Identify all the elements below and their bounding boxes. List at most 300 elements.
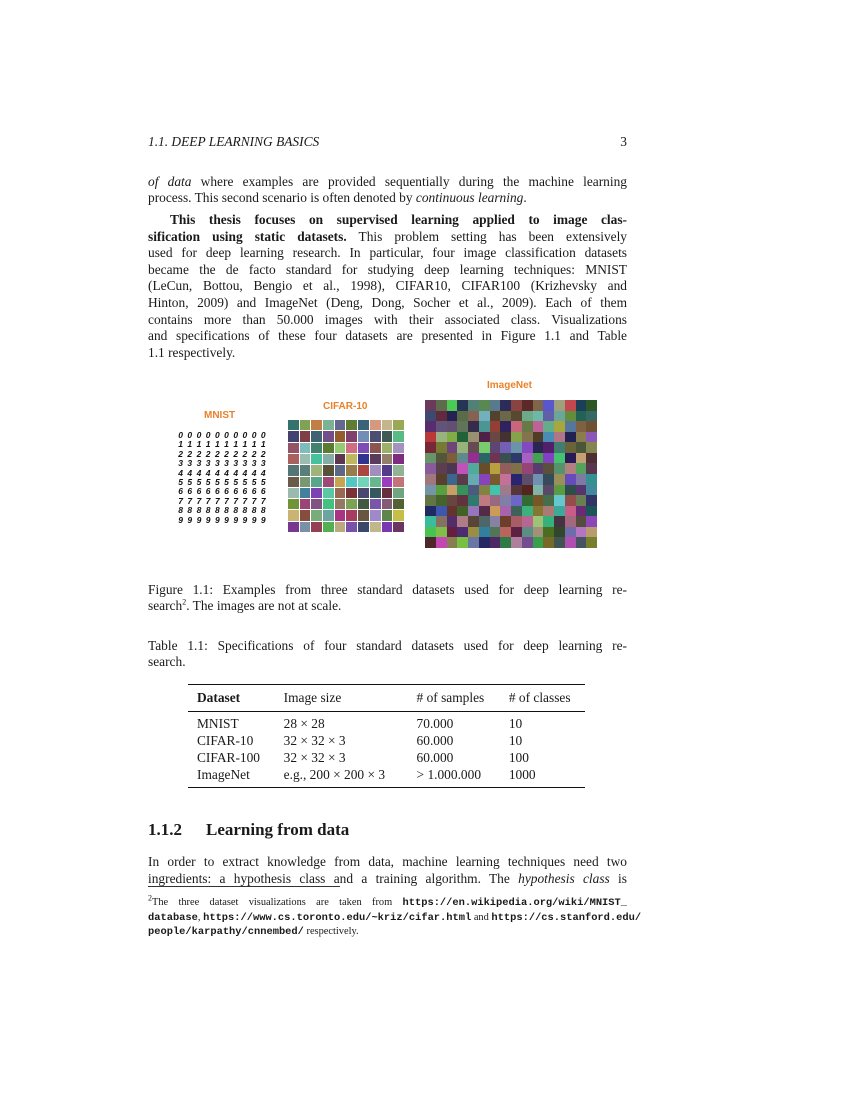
digit-sample: 7 [196,495,202,506]
digit-sample: 3 [224,458,229,469]
imagenet-sample [457,400,468,411]
imagenet-sample [425,495,436,506]
cifar-sample [335,510,346,520]
cifar-sample [323,420,334,430]
cifar-sample [358,454,369,464]
cifar-sample [393,477,404,487]
imagenet-sample [500,463,511,474]
imagenet-sample [554,474,565,485]
cifar-sample [370,477,381,487]
cifar-sample [358,510,369,520]
url-link[interactable]: database [148,911,198,924]
imagenet-sample [479,442,490,453]
cifar-sample [393,488,404,498]
digit-sample: 6 [242,486,248,497]
text-run: continuous learning [415,190,524,205]
cifar-sample [288,454,299,464]
cifar-sample [335,443,346,453]
table-cell: 60.000 [416,750,454,765]
imagenet-sample [522,421,533,432]
imagenet-sample [522,516,533,527]
cifar-sample [370,510,381,520]
imagenet-sample [543,463,554,474]
imagenet-sample [543,516,554,527]
imagenet-sample [479,400,490,411]
cifar-sample [382,443,393,453]
imagenet-sample [468,432,479,443]
col-header: # of classes [500,685,585,712]
imagenet-sample [511,421,522,432]
digit-sample: 4 [224,467,229,478]
digit-sample: 6 [251,486,257,497]
digit-sample: 1 [178,439,183,450]
cifar-sample [358,420,369,430]
digit-sample: 1 [251,439,257,450]
text-run: This thesis focuses on supervised learning applied to image clas- [170,212,627,227]
text-run: search [148,598,183,614]
cifar-sample [382,477,393,487]
imagenet-sample [533,442,544,453]
cifar-sample [393,522,404,532]
cifar-image-grid [288,420,404,532]
imagenet-sample [543,485,554,496]
digit-sample: 0 [251,430,257,440]
table-row [188,712,585,733]
cifar-sample [300,488,311,498]
text-run: Hinton, 2009) and ImageNet (Deng, Dong, Socher et al., 2009). Each of them [148,295,627,310]
digit-sample: 0 [260,430,266,440]
imagenet-sample [533,474,544,485]
cifar-sample [288,499,299,509]
imagenet-sample [425,421,436,432]
text-run: sification using static datasets. [148,228,347,244]
cifar-sample [335,420,346,430]
cifar-sample [323,454,334,464]
imagenet-sample [554,485,565,496]
imagenet-sample [479,485,490,496]
cifar-sample [370,499,381,509]
imagenet-sample [511,495,522,506]
digit-sample: 3 [233,458,239,469]
text-run: 2 [148,893,152,903]
imagenet-image-grid [425,400,597,548]
imagenet-sample [533,485,544,496]
imagenet-sample [468,516,479,527]
digit-sample: 1 [196,439,202,450]
imagenet-sample [586,537,597,548]
imagenet-sample [479,474,490,485]
imagenet-sample [533,516,544,527]
digit-sample: 8 [233,505,239,516]
page-number: 3 [620,134,627,149]
imagenet-sample [500,516,511,527]
url-link[interactable]: https://en.wikipedia.org/wiki/MNIST_ [402,897,627,909]
cifar-sample [311,454,322,464]
dataset-spec-table [188,684,585,788]
imagenet-sample [468,442,479,453]
imagenet-sample [457,516,468,527]
imagenet-sample [457,463,468,474]
imagenet-sample [436,400,447,411]
digit-sample: 0 [187,430,193,440]
text-run: used for deep learning research. In particular, four image classification datasets [148,245,627,261]
imagenet-sample [565,485,576,496]
paragraph-line [148,229,627,245]
imagenet-sample [586,527,597,538]
imagenet-sample [436,421,447,432]
cifar-sample [300,431,311,441]
imagenet-sample [576,516,587,527]
imagenet-sample [586,474,597,485]
digit-sample: 1 [260,439,266,450]
section-title: Learning from data [206,820,350,839]
text-run: . The images are not at scale. [186,598,342,614]
cifar-sample [370,454,381,464]
cifar-sample [358,443,369,453]
imagenet-sample [457,495,468,506]
cifar-sample [300,454,311,464]
cifar-sample [311,477,322,487]
cifar-sample [323,499,334,509]
digit-sample: 2 [205,448,211,459]
imagenet-sample [522,537,533,548]
imagenet-sample [468,411,479,422]
cifar-sample [358,522,369,532]
digit-sample: 8 [251,505,257,516]
imagenet-sample [436,442,447,453]
imagenet-sample [490,485,501,496]
text-run: respectively. [303,926,359,937]
imagenet-sample [586,495,597,506]
digit-sample: 7 [224,495,229,506]
imagenet-sample [490,421,501,432]
col-header: Dataset [188,685,275,712]
cifar-sample [393,420,404,430]
imagenet-sample [586,453,597,464]
imagenet-sample [586,421,597,432]
cifar-sample [288,522,299,532]
imagenet-sample [543,537,554,548]
cifar-sample [323,465,334,475]
imagenet-sample [479,506,490,517]
imagenet-sample [511,442,522,453]
imagenet-sample [500,411,511,422]
url-link[interactable]: people/karpathy/cnnembed/ [148,926,304,938]
text-run: became the de facto standard for studying deep learning techniques: MNIST [148,261,627,277]
figure-caption-line [148,598,627,614]
imagenet-sample [554,400,565,411]
imagenet-sample [436,463,447,474]
imagenet-sample [457,485,468,496]
paragraph-line [148,328,627,344]
text-run: 1.1 respectively. [148,344,236,360]
cifar-sample [358,499,369,509]
imagenet-sample [457,421,468,432]
imagenet-sample [447,442,458,453]
imagenet-sample [511,527,522,538]
imagenet-sample [586,463,597,474]
imagenet-sample [447,400,458,411]
cifar-sample [382,465,393,475]
cifar-sample [288,420,299,430]
cifar-sample [358,431,369,441]
digit-sample: 0 [242,430,248,440]
imagenet-sample [554,495,565,506]
cifar-sample [311,510,322,520]
digit-sample: 0 [205,430,211,440]
imagenet-sample [554,537,565,548]
digit-sample: 3 [260,458,266,469]
footnote-line [148,911,642,925]
paragraph-line [148,212,627,228]
cifar-sample [335,431,346,441]
cifar-sample [335,477,346,487]
cifar-sample [300,420,311,430]
imagenet-sample [522,400,533,411]
imagenet-sample [447,537,458,548]
table-cell: 100 [508,750,529,765]
digit-sample: 9 [205,514,211,525]
cifar-sample [382,488,393,498]
footnote-line [148,893,627,910]
cifar-sample [323,522,334,532]
digit-sample: 3 [196,458,202,469]
imagenet-sample [436,516,447,527]
imagenet-sample [576,432,587,443]
imagenet-sample [436,537,447,548]
cifar-sample [382,431,393,441]
digit-sample: 7 [242,495,248,506]
imagenet-sample [565,432,576,443]
digit-sample: 9 [251,514,257,525]
imagenet-sample [425,442,436,453]
imagenet-sample [436,432,447,443]
cifar-sample [311,431,322,441]
digit-sample: 3 [251,458,257,469]
imagenet-sample [500,495,511,506]
table-row [188,766,585,788]
cifar-sample [370,420,381,430]
text-run: 2 [182,597,187,607]
cifar-sample [288,465,299,475]
cifar-sample [393,499,404,509]
digit-sample: 0 [178,430,183,440]
imagenet-sample [533,495,544,506]
text-run: Table 1.1: Specifications of four standard datasets used for deep learning re- [148,638,627,653]
imagenet-sample [500,432,511,443]
paragraph-line [148,174,627,190]
text-run: of data [148,174,192,189]
cifar-sample [346,454,357,464]
imagenet-sample [511,537,522,548]
digit-sample: 6 [214,486,220,497]
imagenet-sample [468,453,479,464]
imagenet-sample [468,527,479,538]
cifar-sample [382,420,393,430]
imagenet-sample [436,453,447,464]
imagenet-sample [522,453,533,464]
imagenet-sample [586,400,597,411]
digit-sample: 2 [251,448,257,459]
digit-sample: 9 [187,514,193,525]
imagenet-sample [490,442,501,453]
url-link[interactable]: https://www.cs.toronto.edu/~kriz/cifar.html [203,911,472,924]
footnote-line [148,925,627,939]
imagenet-sample [511,453,522,464]
imagenet-sample [565,527,576,538]
text-run: where examples are provided sequentially during the machine learning [191,174,627,189]
digit-sample: 6 [196,486,202,497]
imagenet-sample [554,421,565,432]
table-cell: 70.000 [416,716,454,731]
cifar-sample [323,477,334,487]
cifar-sample [311,522,322,532]
digit-sample: 8 [214,505,220,516]
imagenet-sample [447,411,458,422]
imagenet-sample [543,442,554,453]
col-header: Image size [275,685,408,712]
imagenet-sample [565,400,576,411]
imagenet-sample [576,421,587,432]
cifar-sample [393,431,404,441]
imagenet-sample [500,442,511,453]
cifar-sample [346,431,357,441]
imagenet-sample [447,463,458,474]
imagenet-sample [533,400,544,411]
imagenet-sample [479,453,490,464]
url-link[interactable]: https://cs.stanford.edu/ [491,911,642,924]
digit-sample: 5 [187,476,193,487]
cifar-sample [346,477,357,487]
text-run: . [523,190,527,205]
imagenet-sample [479,421,490,432]
digit-sample: 8 [196,505,202,516]
imagenet-sample [457,453,468,464]
imagenet-sample [447,516,458,527]
digit-sample: 6 [224,486,229,497]
table-cell: 10 [508,716,523,731]
cifar-sample [370,465,381,475]
imagenet-sample [522,527,533,538]
cifar-sample [288,510,299,520]
digit-sample: 2 [233,448,239,459]
cifar-sample [346,443,357,453]
cifar-sample [311,488,322,498]
imagenet-sample [543,400,554,411]
cifar-sample [335,488,346,498]
imagenet-sample [447,495,458,506]
digit-sample: 9 [233,514,239,525]
imagenet-sample [576,495,587,506]
cifar-sample [393,510,404,520]
table-caption-line [148,654,627,670]
imagenet-sample [543,506,554,517]
imagenet-sample [511,506,522,517]
imagenet-sample [447,506,458,517]
digit-sample: 0 [224,430,229,440]
section-number: 1.1.2 [148,820,182,839]
imagenet-sample [586,516,597,527]
cifar-sample [311,499,322,509]
digit-sample: 2 [224,448,229,459]
imagenet-sample [500,527,511,538]
imagenet-sample [425,537,436,548]
imagenet-sample [576,474,587,485]
imagenet-sample [457,537,468,548]
cifar-sample [300,443,311,453]
imagenet-sample [490,474,501,485]
imagenet-sample [565,537,576,548]
digit-sample: 5 [260,476,266,487]
table-cell: 10 [508,733,523,748]
digit-sample: 8 [224,505,229,516]
imagenet-sample [511,474,522,485]
digit-sample: 1 [205,439,211,450]
cifar-sample [393,465,404,475]
imagenet-sample [522,432,533,443]
imagenet-sample [500,506,511,517]
cifar-sample [370,488,381,498]
imagenet-sample [543,432,554,443]
digit-sample: 5 [233,476,239,487]
cifar-sample [335,465,346,475]
imagenet-sample [576,537,587,548]
imagenet-sample [543,474,554,485]
text-run: is [609,871,627,886]
cifar-sample [370,431,381,441]
imagenet-sample [425,411,436,422]
cifar-sample [288,477,299,487]
cifar-sample [335,499,346,509]
imagenet-sample [436,527,447,538]
imagenet-sample [533,453,544,464]
digit-sample: 8 [242,505,248,516]
imagenet-sample [554,442,565,453]
imagenet-sample [533,463,544,474]
mnist-label: MNIST [204,410,236,421]
imagenet-sample [522,495,533,506]
cifar-sample [370,443,381,453]
imagenet-sample [522,474,533,485]
imagenet-sample [533,432,544,443]
imagenet-sample [457,411,468,422]
imagenet-sample [533,411,544,422]
imagenet-sample [468,463,479,474]
cifar-sample [358,465,369,475]
cifar-sample [382,499,393,509]
imagenet-sample [425,432,436,443]
text-run: search. [148,654,186,670]
digit-sample: 1 [242,439,248,450]
cifar-sample [323,488,334,498]
imagenet-sample [490,411,501,422]
digit-sample: 0 [233,430,239,440]
cifar-sample [393,454,404,464]
imagenet-sample [457,506,468,517]
imagenet-sample [511,485,522,496]
imagenet-sample [447,432,458,443]
imagenet-sample [457,527,468,538]
digit-sample: 2 [260,448,266,459]
imagenet-sample [500,421,511,432]
imagenet-sample [490,453,501,464]
imagenet-sample [565,474,576,485]
table-cell: 60.000 [416,733,454,748]
imagenet-sample [586,432,597,443]
digit-sample: 5 [205,476,211,487]
figure-caption-line [148,582,627,598]
digit-sample: 1 [233,439,239,450]
